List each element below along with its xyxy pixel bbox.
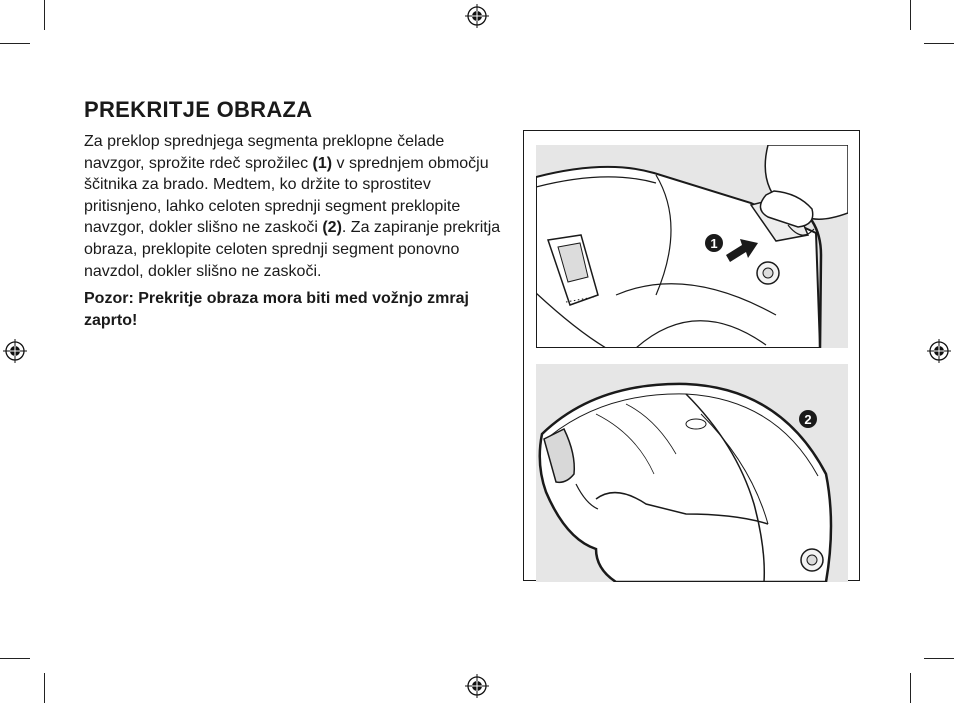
instruction-paragraph [84,131,504,282]
crop-mark [0,658,30,659]
reference-1: (1) [312,154,333,172]
illustration-frame [523,130,860,581]
instructions [84,131,504,331]
section-title: PREKRITJE OBRAZA [84,97,313,122]
reference-2: (2) [322,219,342,237]
illustration-flip-up-helmet [536,364,848,582]
crop-mark [44,673,45,703]
warning-text: Pozor: Prekritje obraza mora biti med vožnjo zmraj zaprto! [84,290,469,329]
illustration-release-button [536,145,848,348]
crop-mark [910,673,911,703]
instruction-text: . Za zapiranje prekritja obraza, preklopite celoten sprednji segment ponovno navzdol, dokler slišno ne zaskoči. [84,219,501,280]
registration-mark-icon [927,339,951,363]
registration-mark-icon [3,339,27,363]
instruction-text: Za preklop sprednjega segmenta preklopne čelade navzgor, sprožite rdeč sprožilec [84,133,445,172]
callout-2-label: 2 [804,412,812,427]
registration-mark-icon [465,4,489,28]
crop-mark [0,43,30,44]
callout-1-label: 1 [710,236,718,251]
instruction-text: v sprednjem območju ščitnika za brado. Medtem, ko držite to sprostitev pritisnjeno, lahko celoten sprednji segment preklopite navzgor, dokler slišno ne zaskoči [84,154,489,237]
crop-mark [924,658,954,659]
registration-mark-icon [465,674,489,698]
crop-mark [44,0,45,30]
crop-mark [910,0,911,30]
crop-mark [924,43,954,44]
